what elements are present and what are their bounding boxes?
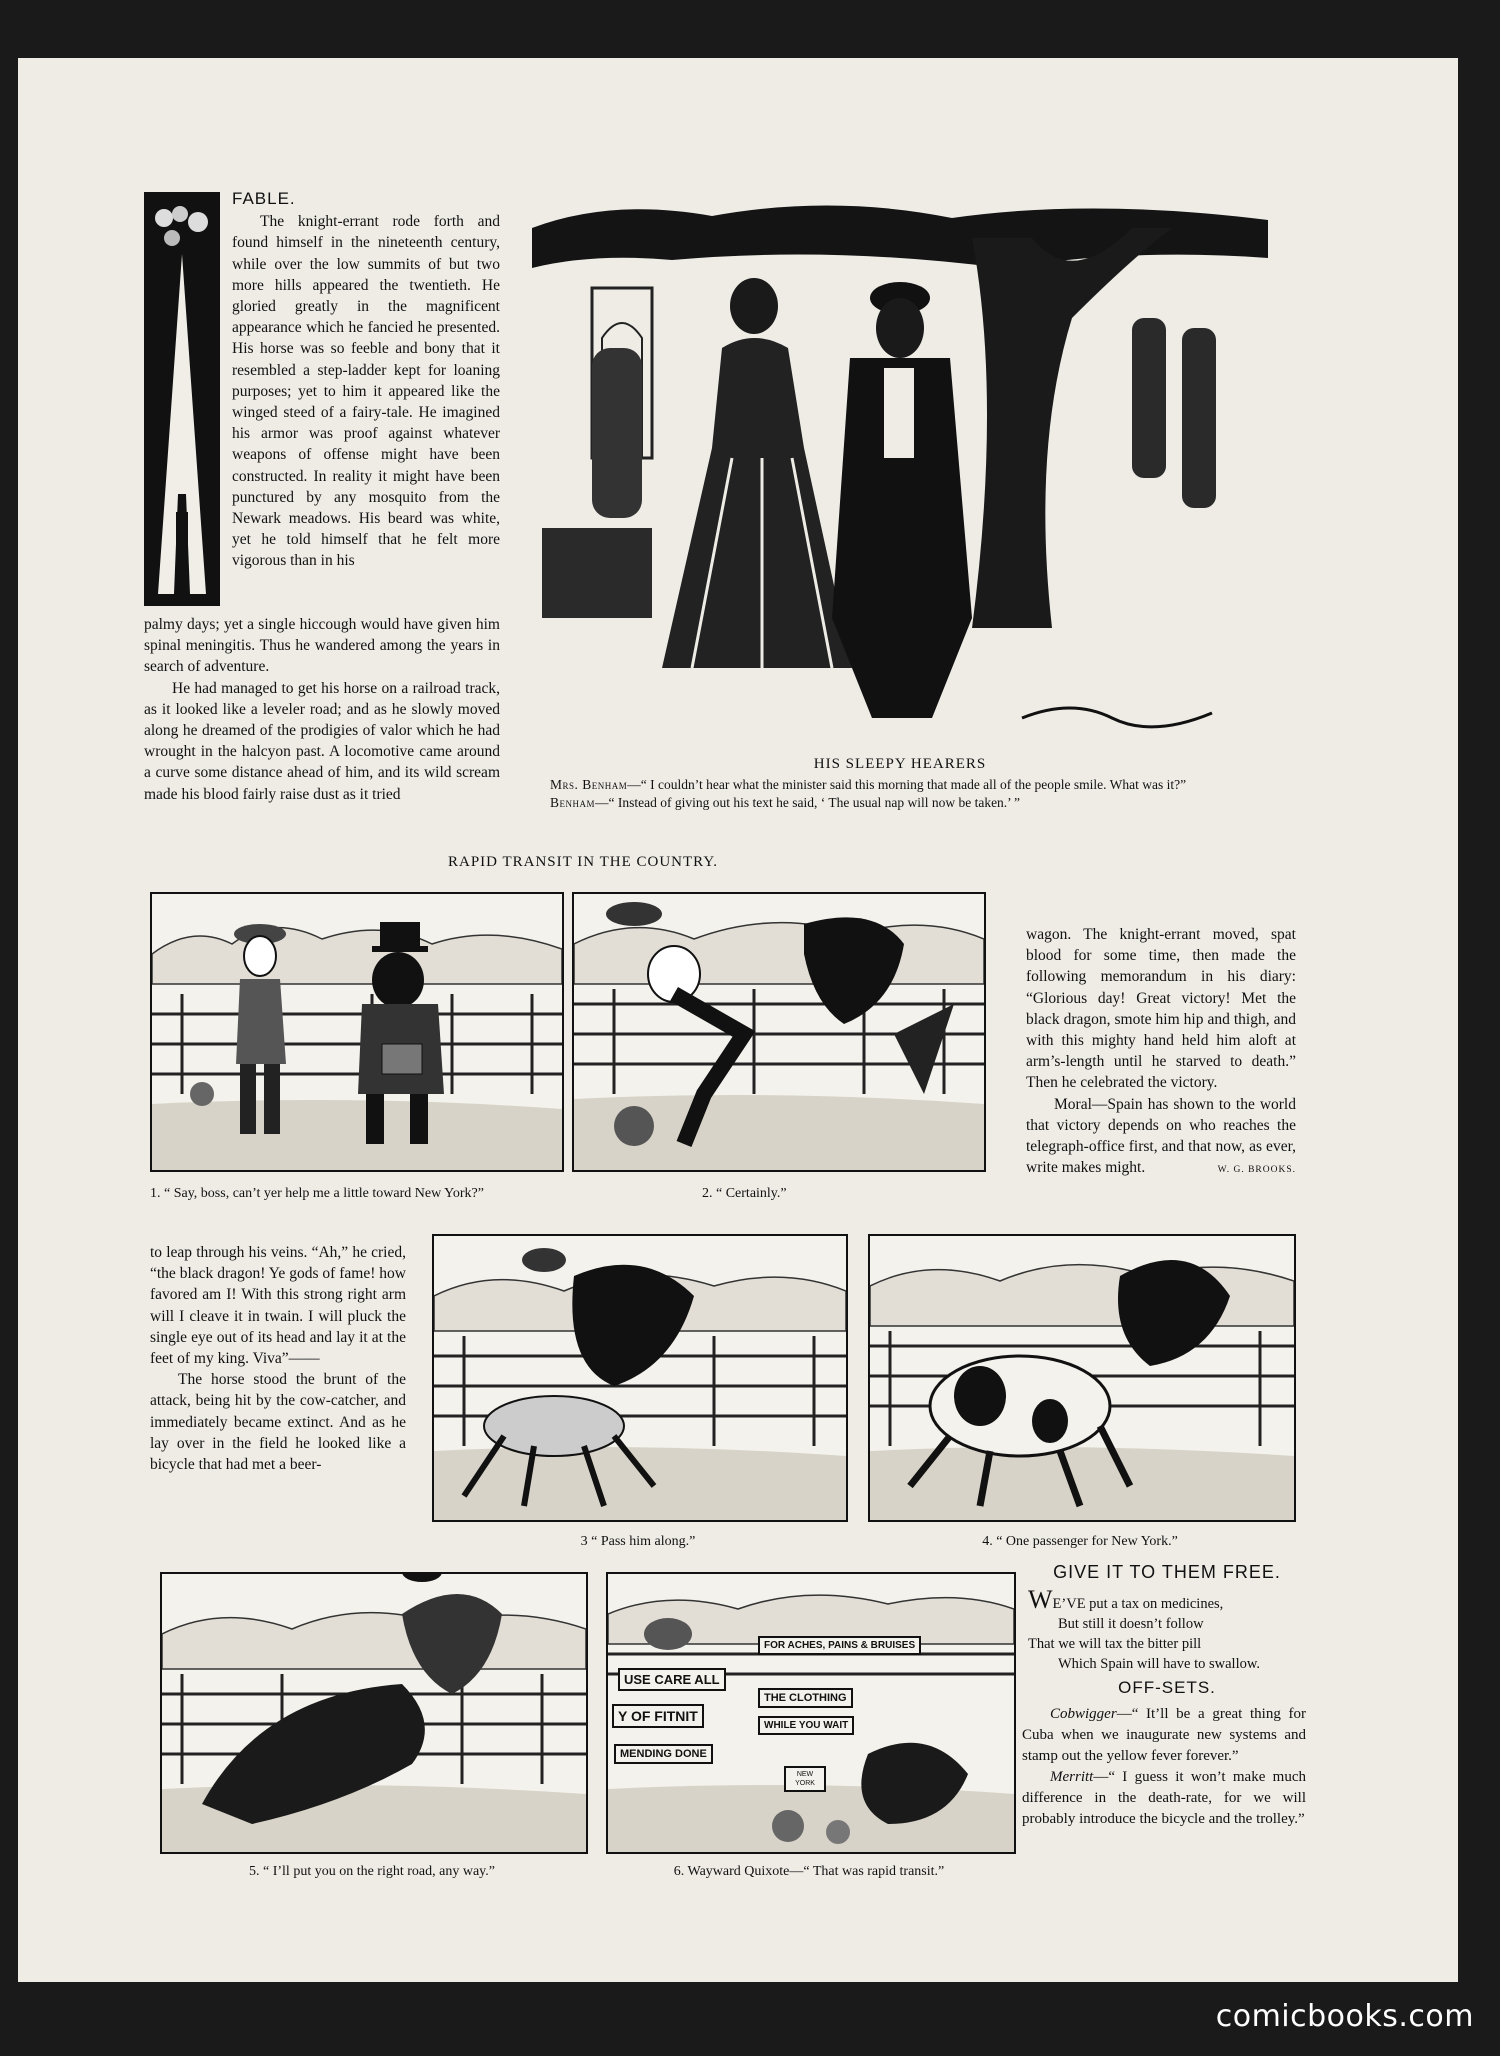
poem-line-1-text: E’VE put a tax on medicines, — [1052, 1596, 1224, 1612]
fable-moral: Moral—Spain has shown to the world that victory depends on who reaches the telegraph-office first, and that now, as ever, write makes might. — [1026, 1095, 1296, 1177]
ornamental-initial-icon — [146, 194, 218, 604]
comic-panel-2 — [572, 892, 986, 1172]
comic-panel-6 — [606, 1572, 1016, 1854]
sign-use-care-all: USE CARE ALL — [618, 1668, 726, 1691]
rapid-transit-title: RAPID TRANSIT IN THE COUNTRY. — [447, 854, 718, 870]
sign-mending-done: MENDING DONE — [614, 1744, 713, 1764]
fable-paragraph-1: The knight-errant rode forth and found himself in the nineteenth century, while over the low summits of but two more hills appeared the twentieth. He gloried greatly in the magnificent appearance which he fancied he presented. His horse was so feeble and bony that it resembled a step-ladder kept for loaning purposes; yet to him it appeared like the winged steed of a fairy-tale. He imagined his armor was proof against whatever weapons of offense might have been constructed. In reality it might have been punctured by any mosquito from the Newark meadows. His beard was white, yet he told himself that he felt more vigorous than in his — [232, 213, 500, 570]
caption-panel-1: 1. “ Say, boss, can’t yer help me a little toward New York?” — [150, 1186, 484, 1201]
poem-line-2: But still it doesn’t follow — [1058, 1616, 1204, 1632]
caption-panel-6-text: 6. Wayward Quixote—“ That was rapid transit.” — [673, 1864, 945, 1879]
fable-column-bottom — [144, 614, 500, 805]
fable-title: FABLE. — [232, 189, 296, 208]
dialogue-line-1 — [528, 776, 1288, 794]
speaker-benham: Benham — [550, 795, 596, 810]
sleepy-hearers-title: HIS SLEEPY HEARERS — [813, 756, 987, 772]
fable-column-top — [232, 188, 500, 572]
offsets-paragraph-1 — [1022, 1704, 1306, 1767]
give-free-title: GIVE IT TO THEM FREE. — [1053, 1562, 1281, 1582]
magazine-page — [18, 58, 1458, 1982]
caption-panel-4: 4. “ One passenger for New York.” — [982, 1534, 1178, 1549]
offsets-title: OFF-SETS. — [1118, 1678, 1216, 1697]
milestone-new-york: NEW YORK — [784, 1766, 826, 1792]
comic-panel-1 — [150, 892, 564, 1172]
comic-panel-5 — [160, 1572, 588, 1854]
comic-panel-3 — [432, 1234, 848, 1522]
fable-paragraph-1-rest: palmy days; yet a single hiccough would have given him spinal meningitis. Thus he wandered among the years in search of adventure. — [144, 616, 500, 676]
drop-cap-w: W — [1028, 1585, 1053, 1614]
offsets-paragraph-2 — [1022, 1767, 1306, 1830]
dialogue-text-2: —“ Instead of giving out his text he said, ‘ The usual nap will now be taken.’ ” — [595, 795, 1021, 810]
comic-panel-4 — [868, 1234, 1296, 1522]
sign-while-you-wait: WHILE YOU WAIT — [758, 1716, 854, 1735]
poem-line-1 — [1028, 1585, 1318, 1614]
speaker-mrs-benham: Mrs. Benham — [550, 777, 628, 792]
fable-column-right — [1026, 924, 1296, 1182]
fable-author: W. G. BROOKS. — [1217, 1165, 1296, 1176]
offsets-text-2: —“ I guess it won’t make much difference in the death-rate, for we will probably introduce the bicycle and the trolley.” — [1022, 1769, 1306, 1827]
sleepy-hearers-dialogue — [528, 776, 1288, 812]
speaker-cobwigger: Cobwigger — [1050, 1706, 1117, 1722]
speaker-merritt: Merritt — [1050, 1769, 1094, 1785]
offsets-text-1: —“ It’ll be a great thing for Cuba when we inaugurate new systems and stamp out the yellow fever forever.” — [1022, 1706, 1306, 1764]
give-free-poem — [1028, 1585, 1318, 1674]
fable-paragraph-4: wagon. The knight-errant moved, spat blood for some time, then made the following memorandum in his diary: “Glorious day! Great victory! Met the black dragon, smote him hip and thigh, and with this mighty hand held him aloft at arm’s-length until he starved to death.” Then he celebrated the victory. — [1026, 926, 1296, 1092]
sign-aches-pains-bruises: FOR ACHES, PAINS & BRUISES — [758, 1636, 921, 1655]
initial-letter-a — [144, 192, 220, 606]
caption-panel-5: 5. “ I’ll put you on the right road, any way.” — [249, 1864, 495, 1879]
fable-paragraph-3: to leap through his veins. “Ah,” he cried, “the black dragon! Ye gods of fame! how favored am I! With this strong right arm will I cleave it in twain. I will pluck the single eye out of its head and lay it at the feet of my king. Viva”—— — [150, 1244, 406, 1368]
sleepy-hearers-illustration — [532, 198, 1268, 760]
poem-line-4: Which Spain will have to swallow. — [1058, 1656, 1261, 1672]
fable-column-middle — [150, 1242, 406, 1475]
fable-paragraph-2: He had managed to get his horse on a railroad track, as it looked like a leveler road; and as he slowly moved along he dreamed of the prodigies of valor which he had wrought in the halcyon past. A locomotive came around a curve some distance ahead of him, and its wild scream made his blood fairly raise dust as it tried — [144, 679, 500, 803]
watermark: comicbooks.com — [1215, 1999, 1474, 2034]
offsets-body — [1022, 1704, 1306, 1830]
sign-clothing: THE CLOTHING — [758, 1688, 853, 1708]
caption-panel-6 — [606, 1864, 1012, 1880]
caption-panel-2: 2. “ Certainly.” — [702, 1186, 787, 1201]
dialogue-line-2 — [528, 794, 1288, 812]
dialogue-text-1: —“ I couldn’t hear what the minister said this morning that made all of the people smile. What was it?” — [627, 777, 1187, 792]
fable-paragraph-3b: The horse stood the brunt of the attack, being hit by the cow-catcher, and immediately became extinct. And as he lay over in the field he looked like a bicycle that had met a beer- — [150, 1371, 406, 1474]
poem-line-3: That we will tax the bitter pill — [1028, 1636, 1202, 1652]
caption-panel-3: 3 “ Pass him along.” — [580, 1534, 696, 1549]
sign-fitnit: Y OF FITNIT — [612, 1704, 704, 1728]
